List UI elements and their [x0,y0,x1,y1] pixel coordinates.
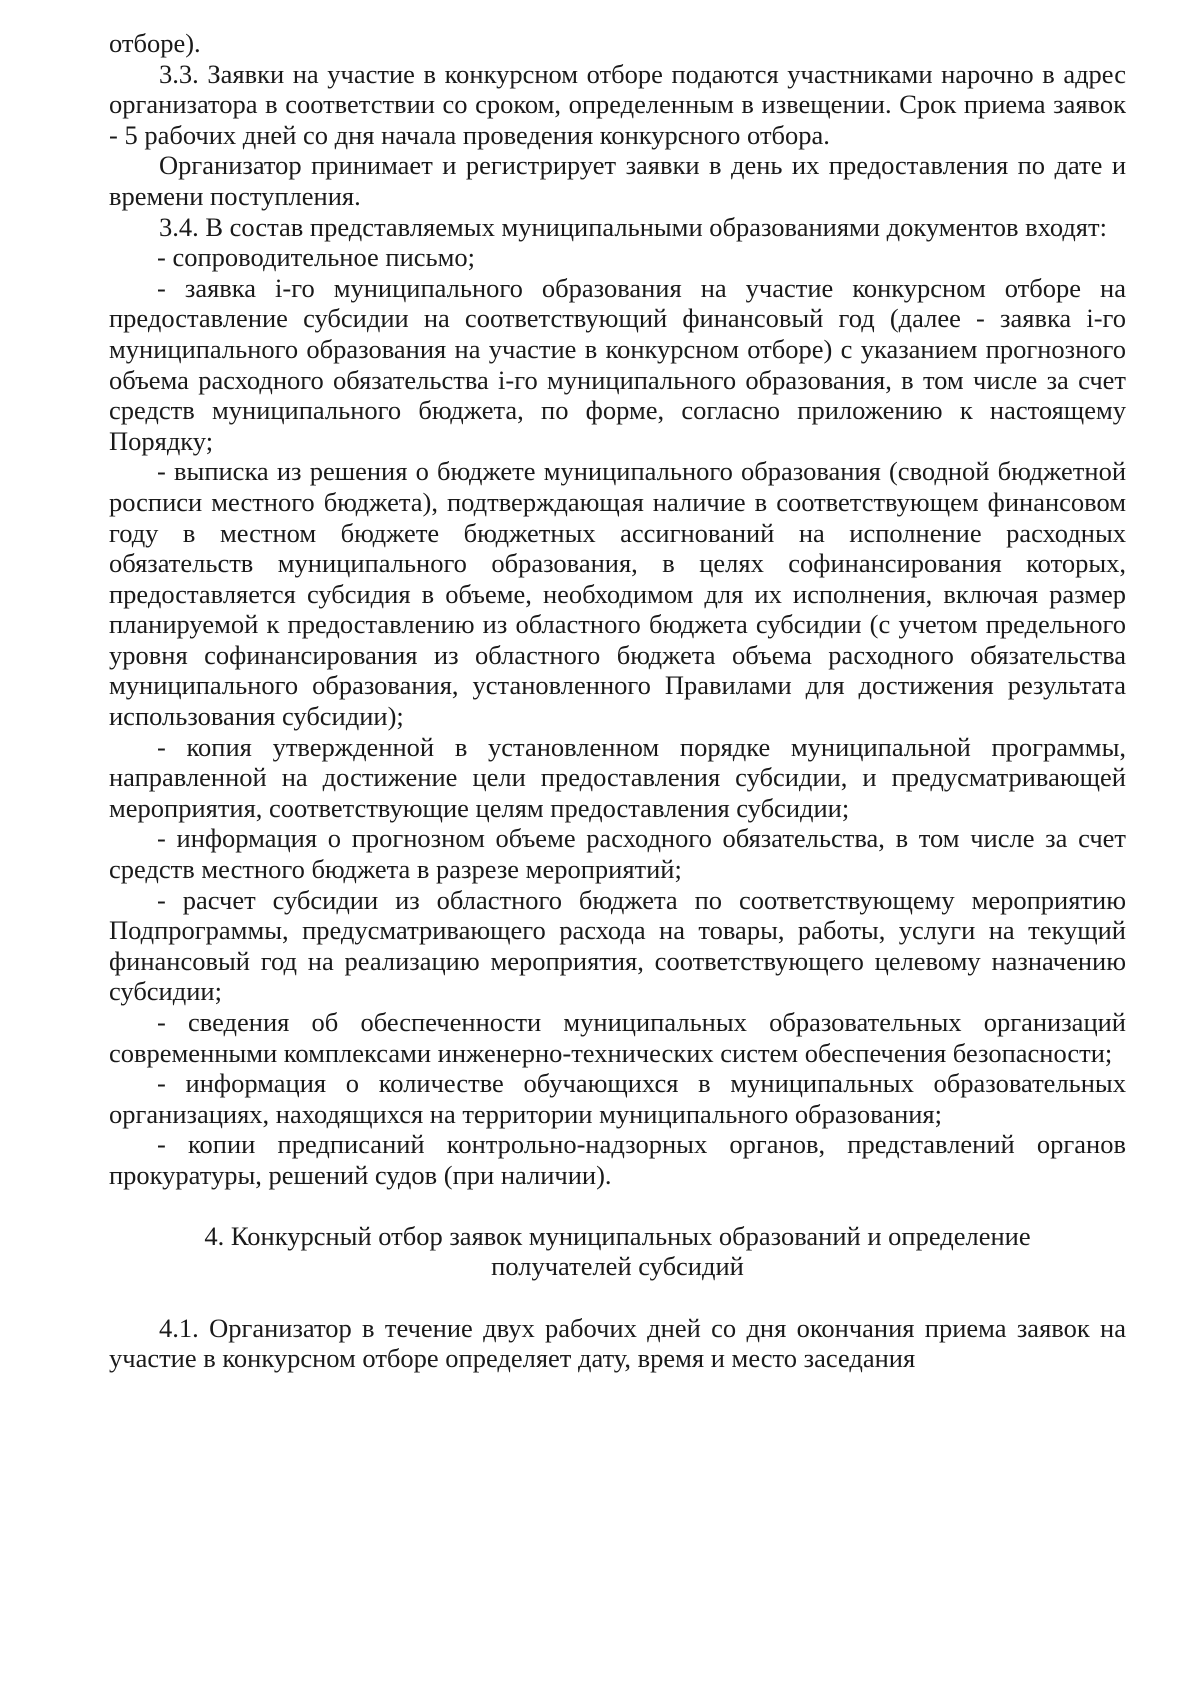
list-item: - сведения об обеспеченности муниципальных образовательных организаций современными комплексами инженерно-технических систем обеспечения безопасности; [109,1007,1126,1068]
list-item: - сопроводительное письмо; [157,242,476,273]
list-item: - заявка i-го муниципального образования на участие конкурсном отборе на предоставление субсидии на соответствующий финансовый год (далее - заявка i-го муниципального образования на участие в конкурсном отборе) с указанием прогнозного объема расходного обязательства i-го муниципального образования, в том числе за счет средств муниципального бюджета, по форме, согласно приложению к настоящему Порядку; [109,272,1126,456]
paragraph-4-1: 4.1. Организатор в течение двух рабочих дней со дня окончания приема заявок на участие в конкурсном отборе определяет дату, время и место заседания [109,1312,1126,1374]
list-item: - информация о количестве обучающихся в муниципальных образовательных организациях, находящихся на территории муниципального образования; [109,1068,1126,1129]
list-item: - информация о прогнозном объеме расходного обязательства, в том числе за счет средств местного бюджета в разрезе мероприятий; [109,823,1126,885]
list-item: - выписка из решения о бюджете муниципального образования (сводной бюджетной росписи местного бюджета), подтверждающая наличие в соответствующем финансовом году в местном бюджете бюджетных ассигнований на исполнение расходных обязательств муниципального образования, в целях софинансирования которых, предоставляется субсидия в объеме, необходимом для их исполнения, включая размер планируемой к предоставлению из областного бюджета субсидии (с учетом предельного уровня софинансирования из областного бюджета объема расходного обязательства муниципального образования, установленного Правилами для достижения результата использования субсидии); [109,456,1126,732]
document-page [109,28,1126,1374]
list-item: - копия утвержденной в установленном порядке муниципальной программы, направленной на достижение цели предоставления субсидии, и предусматривающей мероприятия, соответствующие целям предоставления субсидии; [109,731,1126,823]
list-item: - расчет субсидии из областного бюджета по соответствующему мероприятию Подпрограммы, предусматривающего расхода на товары, работы, услуги на текущий финансовый год на реализацию мероприятия, соответствующего целевому назначению субсидии; [109,884,1126,1007]
continuation-text: отборе). [109,28,201,58]
section-4-heading: 4. Конкурсный отбор заявок муниципальных образований и определение получателей субсидий [204,1220,1031,1282]
list-item: - копии предписаний контрольно-надзорных органов, представлений органов прокуратуры, решений судов (при наличии). [109,1129,1126,1190]
paragraph-3-3-registration: Организатор принимает и регистрирует заявки в день их предоставления по дате и времени поступления. [109,150,1126,211]
paragraph-3-4: 3.4. В состав представляемых муниципальными образованиями документов входят: [159,211,1107,242]
paragraph-3-3: 3.3. Заявки на участие в конкурсном отборе подаются участниками нарочно в адрес организатора в соответствии со сроком, определенным в извещении. Срок приема заявок - 5 рабочих дней со дня начала проведения конкурсного отбора. [109,58,1126,150]
